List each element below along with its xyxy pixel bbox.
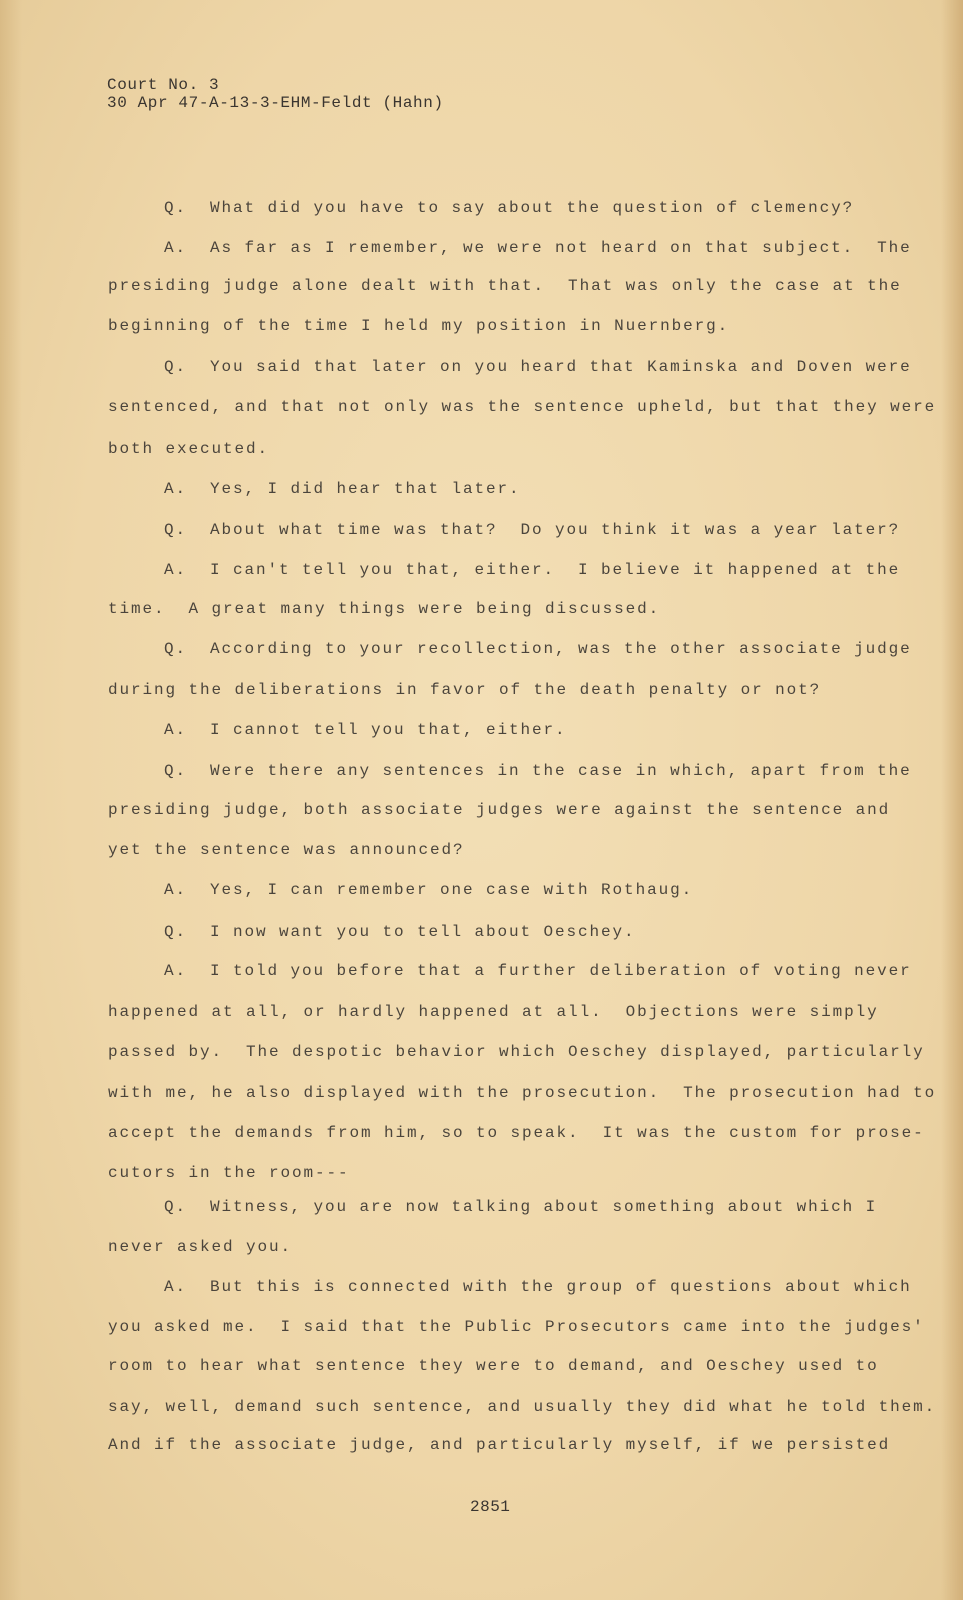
transcript-line: with me, he also displayed with the prosecution. The prosecution had to [108, 1084, 937, 1102]
transcript-line: room to hear what sentence they were to demand, and Oeschey used to [108, 1357, 879, 1375]
transcript-line: presiding judge alone dealt with that. That was only the case at the [108, 277, 902, 295]
question-line: Q. You said that later on you heard that Kaminska and Doven were [164, 358, 912, 376]
document-reference: 30 Apr 47-A-13-3-EHM-Feldt (Hahn) [107, 94, 444, 112]
transcript-line: happened at all, or hardly happened at all. Objections were simply [108, 1003, 879, 1021]
transcript-line: yet the sentence was announced? [108, 841, 465, 859]
question-line: Q. I now want you to tell about Oeschey. [164, 923, 636, 941]
transcript-line: accept the demands from him, so to speak. It was the custom for prose- [108, 1124, 925, 1142]
transcript-line: both executed. [108, 440, 270, 458]
question-line: Q. Witness, you are now talking about something about which I [164, 1198, 878, 1216]
court-number: Court No. 3 [107, 76, 220, 94]
transcript-line: sentenced, and that not only was the sentence upheld, but that they were [108, 398, 937, 416]
transcript-line: beginning of the time I held my position in Nuernberg. [108, 317, 730, 335]
paper-edge-left [0, 0, 22, 1600]
transcript-line: presiding judge, both associate judges were against the sentence and [108, 801, 891, 819]
transcript-line: cutors in the room--- [108, 1164, 350, 1182]
answer-line: A. I can't tell you that, either. I believe it happened at the [164, 561, 901, 579]
transcript-line: time. A great many things were being discussed. [108, 600, 661, 618]
page-number: 2851 [470, 1498, 511, 1516]
paper-edge-right [941, 0, 963, 1600]
answer-line: A. I cannot tell you that, either. [164, 721, 567, 739]
transcript-line: you asked me. I said that the Public Prosecutors came into the judges' [108, 1318, 925, 1336]
question-line: Q. About what time was that? Do you think it was a year later? [164, 521, 901, 539]
transcript-line: say, well, demand such sentence, and usually they did what he told them. [108, 1398, 937, 1416]
transcript-line: never asked you. [108, 1238, 293, 1256]
answer-line: A. But this is connected with the group of questions about which [164, 1278, 912, 1296]
question-line: Q. Were there any sentences in the case in which, apart from the [164, 762, 912, 780]
transcript-line: passed by. The despotic behavior which Oeschey displayed, particularly [108, 1043, 925, 1061]
transcript-line: during the deliberations in favor of the death penalty or not? [108, 681, 822, 699]
answer-line: A. Yes, I did hear that later. [164, 480, 521, 498]
answer-line: A. Yes, I can remember one case with Rothaug. [164, 881, 694, 899]
transcript-line: And if the associate judge, and particularly myself, if we persisted [108, 1436, 891, 1454]
question-line: Q. According to your recollection, was the other associate judge [164, 640, 912, 658]
question-line: Q. What did you have to say about the question of clemency? [164, 199, 855, 217]
answer-line: A. As far as I remember, we were not heard on that subject. The [164, 239, 912, 257]
answer-line: A. I told you before that a further deliberation of voting never [164, 962, 912, 980]
